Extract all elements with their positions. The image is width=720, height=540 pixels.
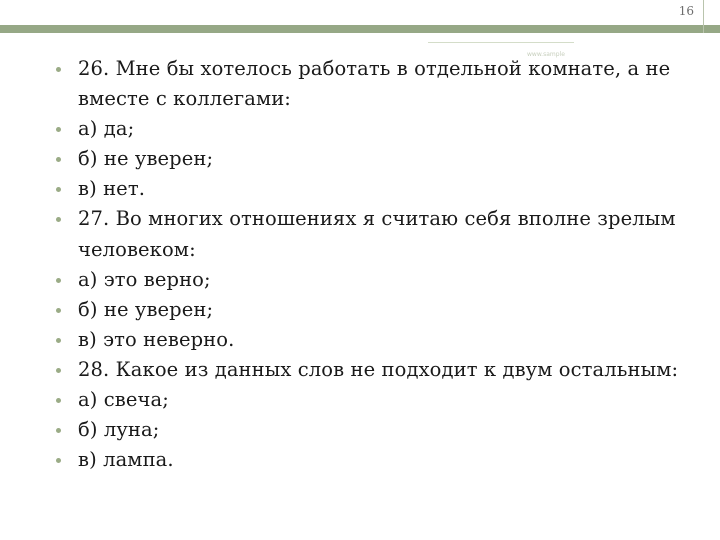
- list-item-text: б) не уверен;: [78, 297, 214, 321]
- list-item-text: в) лампа.: [78, 448, 174, 472]
- list-item: [56, 204, 696, 264]
- list-item: [56, 144, 696, 174]
- bullet-icon: [56, 278, 61, 283]
- list-item: [56, 114, 696, 144]
- watermark: www.sample: [527, 51, 565, 58]
- list-item-text: в) нет.: [78, 177, 146, 201]
- list-item: [56, 174, 696, 204]
- list-item-text: в) это неверно.: [78, 327, 235, 351]
- bullet-icon: [56, 157, 61, 162]
- header-divider: [703, 0, 704, 33]
- bullet-icon: [56, 67, 61, 72]
- list-item-text: а) да;: [78, 117, 135, 141]
- list-item-text: 27. Во многих отношениях я считаю себя вполне зрелым человеком:: [78, 207, 676, 261]
- list-item-text: 28. Какое из данных слов не подходит к двум остальным:: [78, 357, 679, 381]
- bullet-icon: [56, 368, 61, 373]
- list-item-text: 26. Мне бы хотелось работать в отдельной комнате, а не вместе с коллегами:: [78, 57, 671, 111]
- bullet-icon: [56, 398, 61, 403]
- header-band-accent: [0, 25, 720, 33]
- bullet-icon: [56, 428, 61, 433]
- list-item: [56, 385, 696, 415]
- header-band: [0, 0, 720, 33]
- bullet-icon: [56, 187, 61, 192]
- header-band-top: [0, 0, 720, 25]
- slide-number: 16: [678, 4, 694, 18]
- list-item: [56, 355, 696, 385]
- list-item: [56, 265, 696, 295]
- list-item: [56, 325, 696, 355]
- bullet-list: [56, 54, 696, 475]
- bullet-icon: [56, 338, 61, 343]
- list-item-text: б) луна;: [78, 418, 160, 442]
- list-item-text: а) это верно;: [78, 267, 211, 291]
- bullet-icon: [56, 308, 61, 313]
- list-item-text: б) не уверен;: [78, 147, 214, 171]
- list-item: [56, 415, 696, 445]
- list-item: [56, 54, 696, 114]
- bullet-icon: [56, 458, 61, 463]
- bullet-icon: [56, 127, 61, 132]
- list-item: [56, 445, 696, 475]
- decorative-rule: [428, 42, 574, 43]
- bullet-icon: [56, 217, 61, 222]
- list-item-text: а) свеча;: [78, 388, 169, 412]
- list-item: [56, 295, 696, 325]
